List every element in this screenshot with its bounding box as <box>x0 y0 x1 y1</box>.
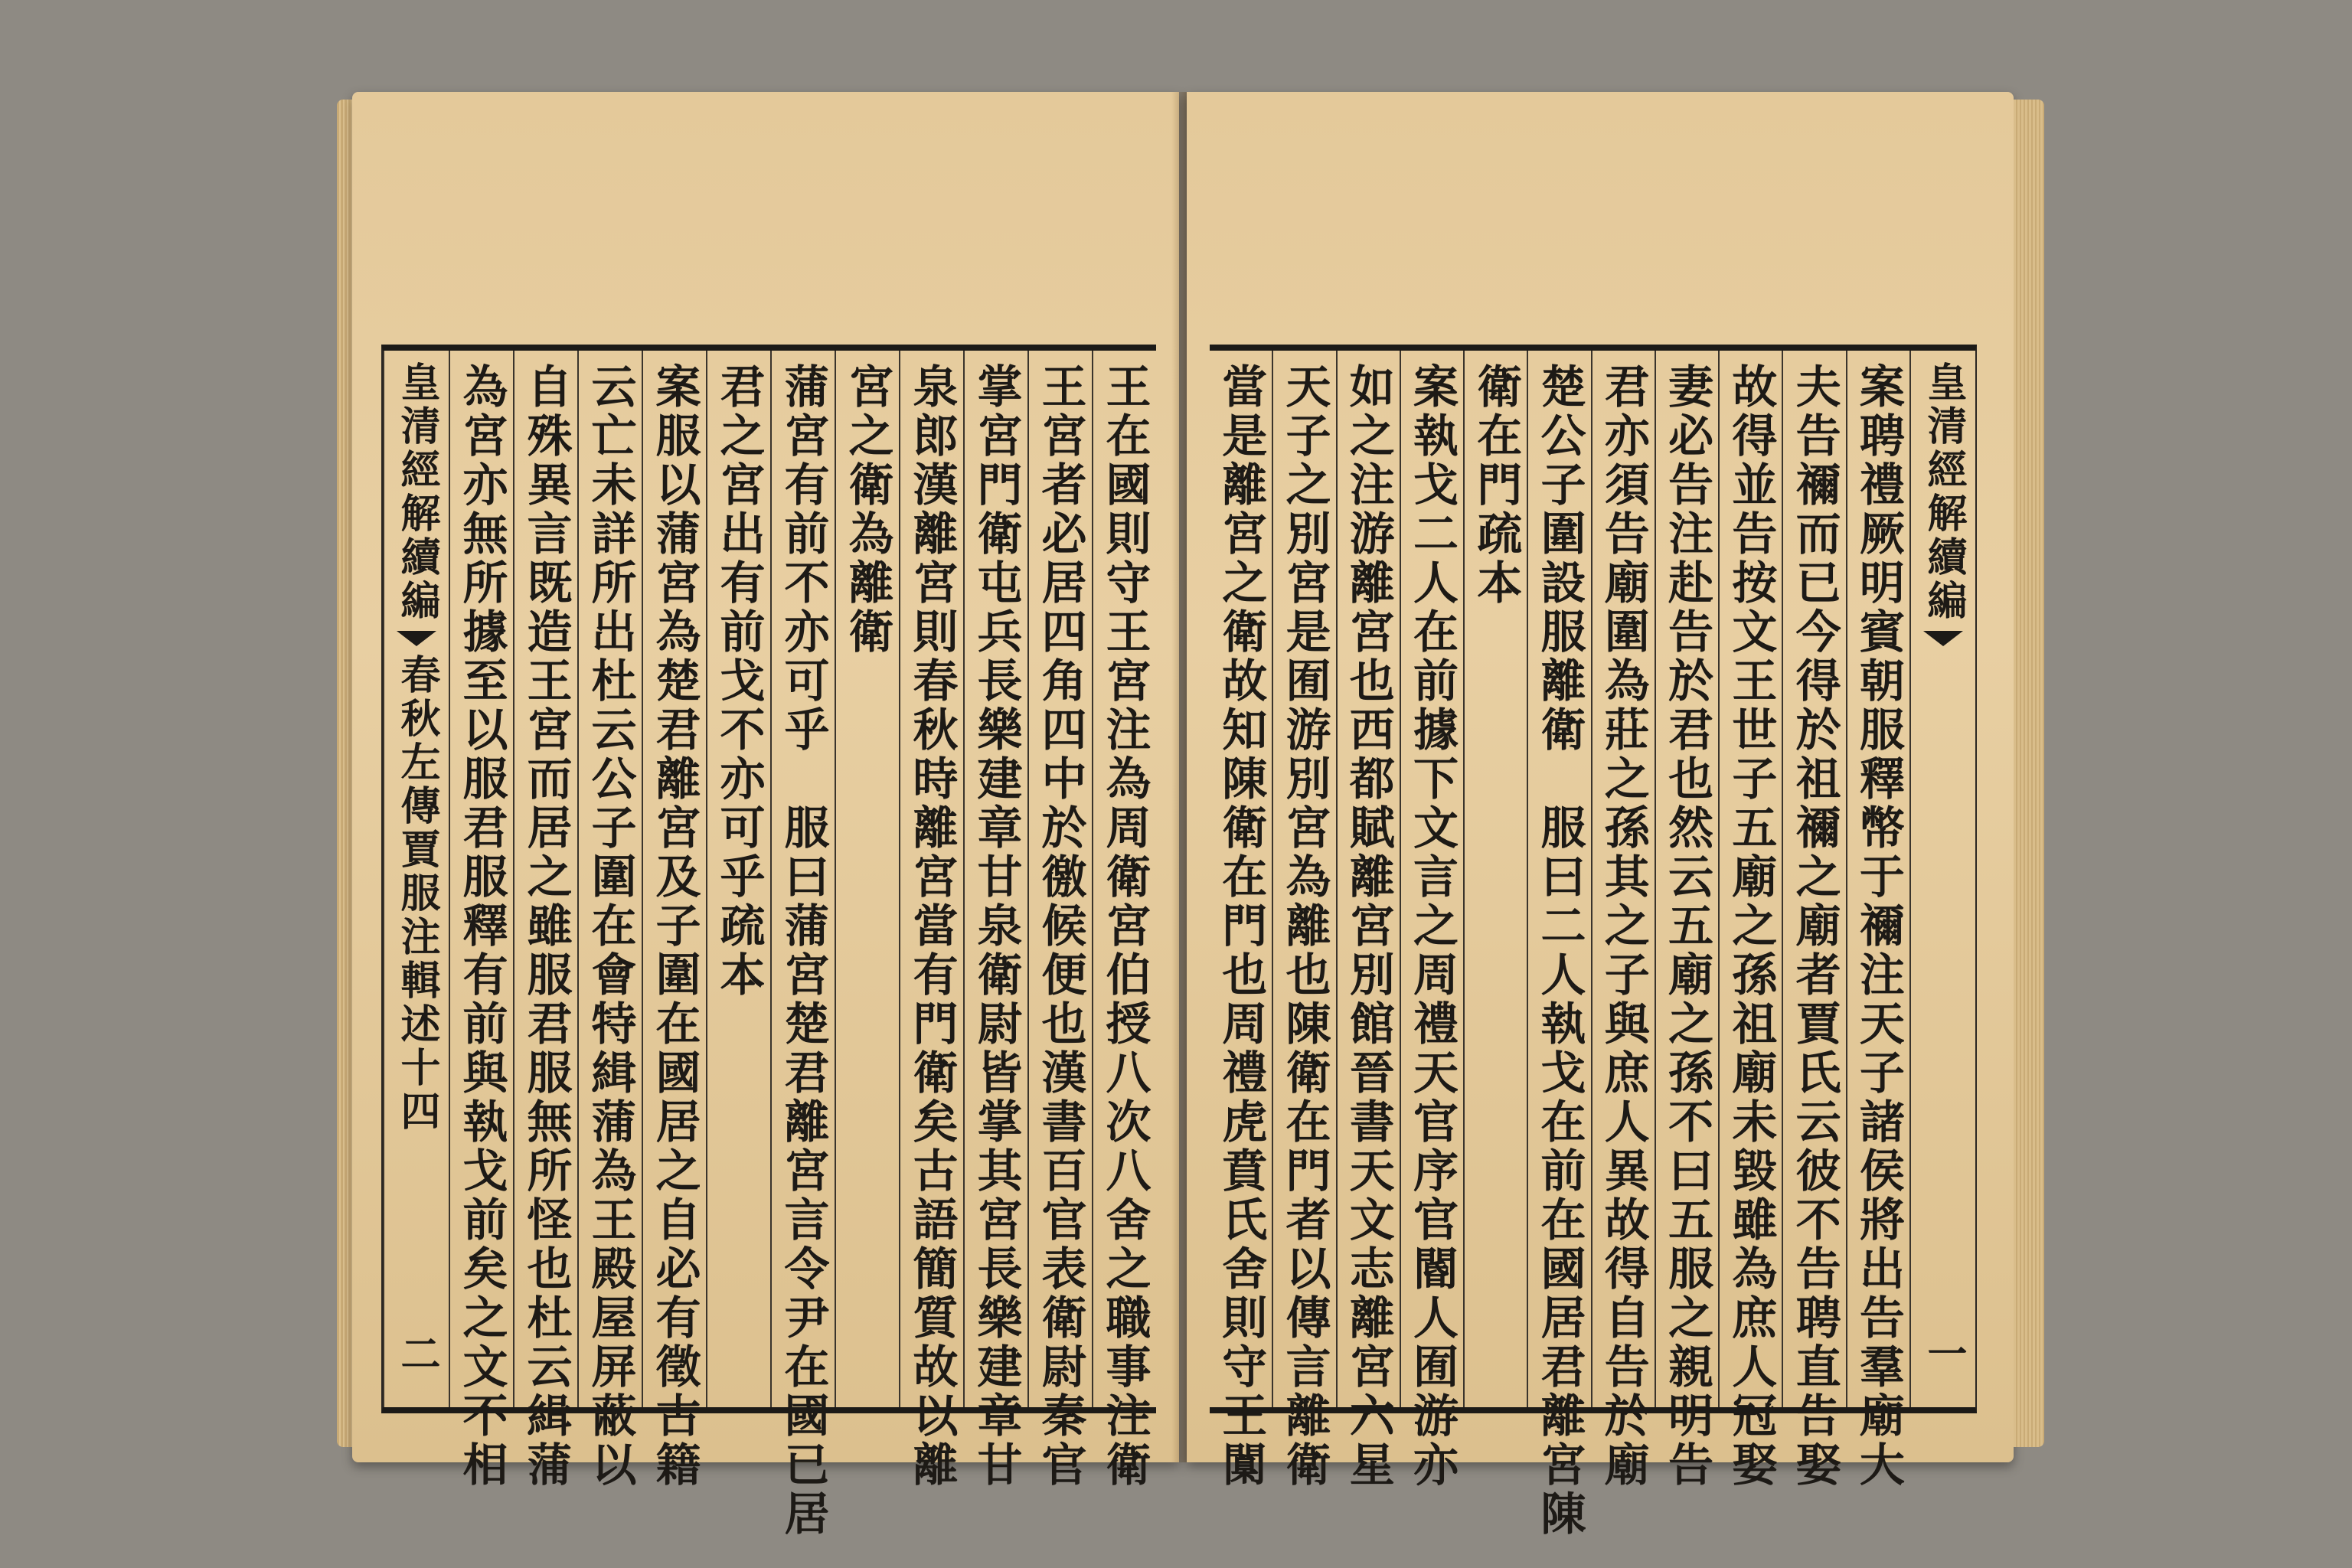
text-column: 云亡未詳所出杜云公子圍在會特緝蒲為王殿屋屏蔽以 <box>577 351 642 1407</box>
text-column: 案執戈二人在前據下文言之周禮天官序官閽人囿游亦 <box>1400 351 1463 1407</box>
text-column: 掌宮門衛屯兵長樂建章甘泉衛尉皆掌其宮長樂建章甘 <box>963 351 1027 1407</box>
text-column: 泉郎漢離宮則春秋時離宮當有門衛矣古語簡質故以離 <box>899 351 963 1407</box>
text-column: 君亦須告廟圍為莊之孫其之子與庶人異故得自告於廟 <box>1591 351 1655 1407</box>
open-book <box>337 77 2052 1539</box>
text-column: 王宮者必居四角四中於徼候便也漢書百官表衛尉秦官 <box>1027 351 1092 1407</box>
text-column: 君之宮出有前戈不亦可乎疏本 <box>706 351 770 1407</box>
text-column: 當是離宮之衛故知陳衛在門也周禮虎賁氏舍則守王闑 <box>1214 363 1268 1490</box>
running-title: 皇清經解續編 <box>394 361 440 623</box>
chapter-title: 春秋左傳賈服注輯述十四 <box>394 654 440 1134</box>
left-page-frame <box>381 345 1156 1539</box>
text-column: 蒲宮有前不亦可乎 服曰蒲宮楚君離宮言令尹在國已居 <box>770 351 835 1407</box>
right-page-frame <box>1210 345 1977 1539</box>
text-column: 王在國則守王宮注為周衛宮伯授八次八舍之職事注衛 <box>1092 351 1156 1407</box>
folio-number: 二 <box>394 1333 440 1377</box>
text-column: 案聘禮厥明賓朝服釋幣于禰注天子諸侯將出告羣廟大 <box>1846 351 1909 1407</box>
running-title: 皇清經解續編 <box>1920 361 1967 623</box>
right-page <box>1187 92 2014 1539</box>
text-column: 為宮亦無所據至以服君服釋有前與執戈前矣之文不相 <box>449 351 513 1407</box>
text-column: 天子之別宮是囿游別宮為離也陳衛在門者以傳言離衛 <box>1272 351 1335 1407</box>
text-column: 楚公子圍設服離衛 服曰二人執戈在前在國居君離宮陳 <box>1527 351 1590 1407</box>
text-column: 如之注游離宮也西都賦離宮別館晉書天文志離宮六星 <box>1336 351 1400 1407</box>
left-page <box>352 92 1179 1539</box>
right-page-edges <box>2014 100 2044 1447</box>
text-column: 妻必告注赴告於君也然云五廟之孫不曰五服之親明告 <box>1655 351 1718 1407</box>
text-column: 宮之衛為離衛 <box>835 351 899 1407</box>
right-page-margin-title <box>1909 351 1975 1407</box>
fishtail-mark <box>397 631 436 646</box>
text-column: 夫告禰而已今得於祖禰之廟者賈氏云彼不告聘直告娶 <box>1782 351 1845 1407</box>
text-column: 衛在門疏本 <box>1463 351 1527 1407</box>
text-column: 自殊異言既造王宮而居之雖服君服無所怪也杜云緝蒲 <box>513 351 577 1407</box>
folio-number: 一 <box>1920 1333 1967 1377</box>
text-column: 故得並告按文王世子五廟之孫祖廟未毀雖為庶人冠娶 <box>1718 351 1782 1407</box>
fishtail-mark <box>1923 631 1963 646</box>
text-column: 案服以蒲宮為楚君離宮及子圍在國居之自必有徵古籍 <box>642 351 706 1407</box>
left-page-margin-title <box>383 351 449 1407</box>
